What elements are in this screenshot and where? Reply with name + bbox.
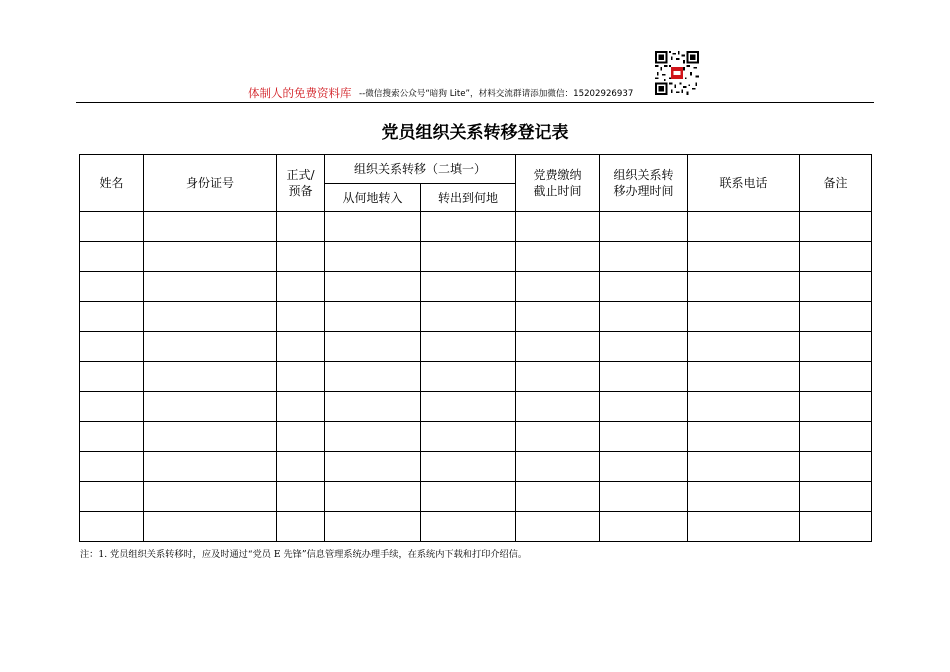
table-cell[interactable] (325, 242, 421, 272)
table-cell[interactable] (144, 392, 277, 422)
table-cell[interactable] (421, 212, 516, 242)
registration-table (79, 154, 872, 542)
table-cell[interactable] (144, 362, 277, 392)
table-cell[interactable] (325, 212, 421, 242)
table-cell[interactable] (688, 302, 800, 332)
table-cell[interactable] (688, 392, 800, 422)
table-cell[interactable] (600, 362, 688, 392)
table-cell[interactable] (600, 452, 688, 482)
table-cell[interactable] (516, 212, 600, 242)
table-cell[interactable] (80, 212, 144, 242)
col-dues-line2: 截止时间 (533, 184, 582, 198)
table-cell[interactable] (325, 362, 421, 392)
col-id-number: 身份证号 (144, 155, 277, 212)
table-cell[interactable] (325, 332, 421, 362)
table-cell[interactable] (144, 452, 277, 482)
table-cell[interactable] (421, 422, 516, 452)
table-cell[interactable] (516, 392, 600, 422)
table-cell[interactable] (80, 512, 144, 542)
col-status-line1: 正式/ (286, 168, 315, 182)
table-cell[interactable] (144, 482, 277, 512)
table-row (80, 272, 872, 302)
table-row (80, 362, 872, 392)
table-cell[interactable] (516, 302, 600, 332)
table-cell[interactable] (800, 272, 872, 302)
table-cell[interactable] (800, 302, 872, 332)
table-cell[interactable] (277, 512, 325, 542)
table-cell[interactable] (277, 392, 325, 422)
col-status-line2: 预备 (288, 184, 313, 198)
table-body (80, 212, 872, 542)
table-cell[interactable] (688, 332, 800, 362)
table-cell[interactable] (277, 272, 325, 302)
table-cell[interactable] (421, 512, 516, 542)
table-cell[interactable] (325, 512, 421, 542)
table-cell[interactable] (688, 422, 800, 452)
table-cell[interactable] (325, 482, 421, 512)
table-cell[interactable] (800, 452, 872, 482)
col-transfer-time-line1: 组织关系转 (613, 168, 674, 182)
table-cell[interactable] (277, 212, 325, 242)
col-transfer-time (600, 155, 688, 212)
table-cell[interactable] (144, 272, 277, 302)
col-transfer-in: 从何地转入 (325, 184, 421, 212)
table-cell[interactable] (600, 212, 688, 242)
table-cell[interactable] (600, 512, 688, 542)
table-cell[interactable] (80, 242, 144, 272)
table-cell[interactable] (325, 302, 421, 332)
table-cell[interactable] (325, 272, 421, 302)
table-cell[interactable] (277, 302, 325, 332)
qr-code-icon (655, 51, 699, 95)
table-cell[interactable] (325, 452, 421, 482)
table-cell[interactable] (277, 332, 325, 362)
col-dues-line1: 党费缴纳 (533, 168, 582, 182)
table-cell[interactable] (144, 332, 277, 362)
table-cell[interactable] (277, 362, 325, 392)
table-cell[interactable] (688, 212, 800, 242)
table-cell[interactable] (277, 482, 325, 512)
table-cell[interactable] (800, 332, 872, 362)
table-row (80, 482, 872, 512)
table-cell[interactable] (80, 332, 144, 362)
table-row (80, 512, 872, 542)
table-cell[interactable] (421, 482, 516, 512)
table-cell[interactable] (80, 302, 144, 332)
table-cell[interactable] (144, 242, 277, 272)
table-cell[interactable] (516, 242, 600, 272)
table-cell[interactable] (800, 422, 872, 452)
table-cell[interactable] (144, 302, 277, 332)
table-cell[interactable] (277, 422, 325, 452)
table-cell[interactable] (277, 242, 325, 272)
table-row (80, 242, 872, 272)
table-cell[interactable] (600, 422, 688, 452)
table-cell[interactable] (421, 452, 516, 482)
table-cell[interactable] (600, 272, 688, 302)
table-cell[interactable] (80, 362, 144, 392)
table-cell[interactable] (600, 302, 688, 332)
table-cell[interactable] (325, 422, 421, 452)
table-cell[interactable] (80, 392, 144, 422)
table-cell[interactable] (800, 482, 872, 512)
table-cell[interactable] (277, 452, 325, 482)
col-phone: 联系电话 (688, 155, 800, 212)
table-cell[interactable] (516, 512, 600, 542)
col-dues (516, 155, 600, 212)
table-cell[interactable] (688, 452, 800, 482)
table-cell[interactable] (800, 392, 872, 422)
table-cell[interactable] (421, 362, 516, 392)
footnote: 注：1. 党员组织关系转移时，应及时通过“党员 E 先锋”信息管理系统办理手续，在系统内下载和打印介绍信。 (80, 549, 528, 560)
table-cell[interactable] (800, 362, 872, 392)
table-cell[interactable] (800, 212, 872, 242)
table-row (80, 392, 872, 422)
table-cell[interactable] (516, 362, 600, 392)
table-cell[interactable] (516, 482, 600, 512)
table-cell[interactable] (80, 422, 144, 452)
table-cell[interactable] (600, 332, 688, 362)
col-status (277, 155, 325, 212)
table-cell[interactable] (516, 422, 600, 452)
table-cell[interactable] (800, 242, 872, 272)
table-cell[interactable] (421, 392, 516, 422)
col-transfer-out: 转出到何地 (421, 184, 516, 212)
table-cell[interactable] (600, 242, 688, 272)
table-cell[interactable] (600, 392, 688, 422)
col-transfer-group: 组织关系转移（二填一） (325, 155, 516, 184)
table-cell[interactable] (600, 482, 688, 512)
table-cell[interactable] (421, 242, 516, 272)
table-cell[interactable] (516, 332, 600, 362)
table-cell[interactable] (144, 512, 277, 542)
table-row (80, 422, 872, 452)
col-transfer-time-line2: 移办理时间 (613, 184, 674, 198)
brand-text: 体制人的免费资料库 (248, 86, 352, 100)
table-cell[interactable] (516, 272, 600, 302)
table-cell[interactable] (421, 332, 516, 362)
table-cell[interactable] (80, 272, 144, 302)
table-cell[interactable] (144, 422, 277, 452)
table-cell[interactable] (688, 242, 800, 272)
table-cell[interactable] (800, 512, 872, 542)
table-cell[interactable] (80, 452, 144, 482)
table-cell[interactable] (80, 482, 144, 512)
col-name: 姓名 (80, 155, 144, 212)
header-bar (76, 86, 874, 103)
page-title: 党员组织关系转移登记表 (381, 123, 569, 143)
table-cell[interactable] (516, 452, 600, 482)
table-row (80, 302, 872, 332)
table-cell[interactable] (688, 362, 800, 392)
table-cell[interactable] (421, 302, 516, 332)
table-row (80, 332, 872, 362)
table-cell[interactable] (688, 512, 800, 542)
table-cell[interactable] (421, 272, 516, 302)
table-cell[interactable] (144, 212, 277, 242)
table-row (80, 452, 872, 482)
col-remarks: 备注 (800, 155, 872, 212)
table-cell[interactable] (688, 272, 800, 302)
promo-text: --微信搜索公众号“暗狗 Lite”，材料交流群请添加微信：15202926937 (359, 89, 634, 99)
table-cell[interactable] (688, 482, 800, 512)
table-row (80, 212, 872, 242)
table-cell[interactable] (325, 392, 421, 422)
